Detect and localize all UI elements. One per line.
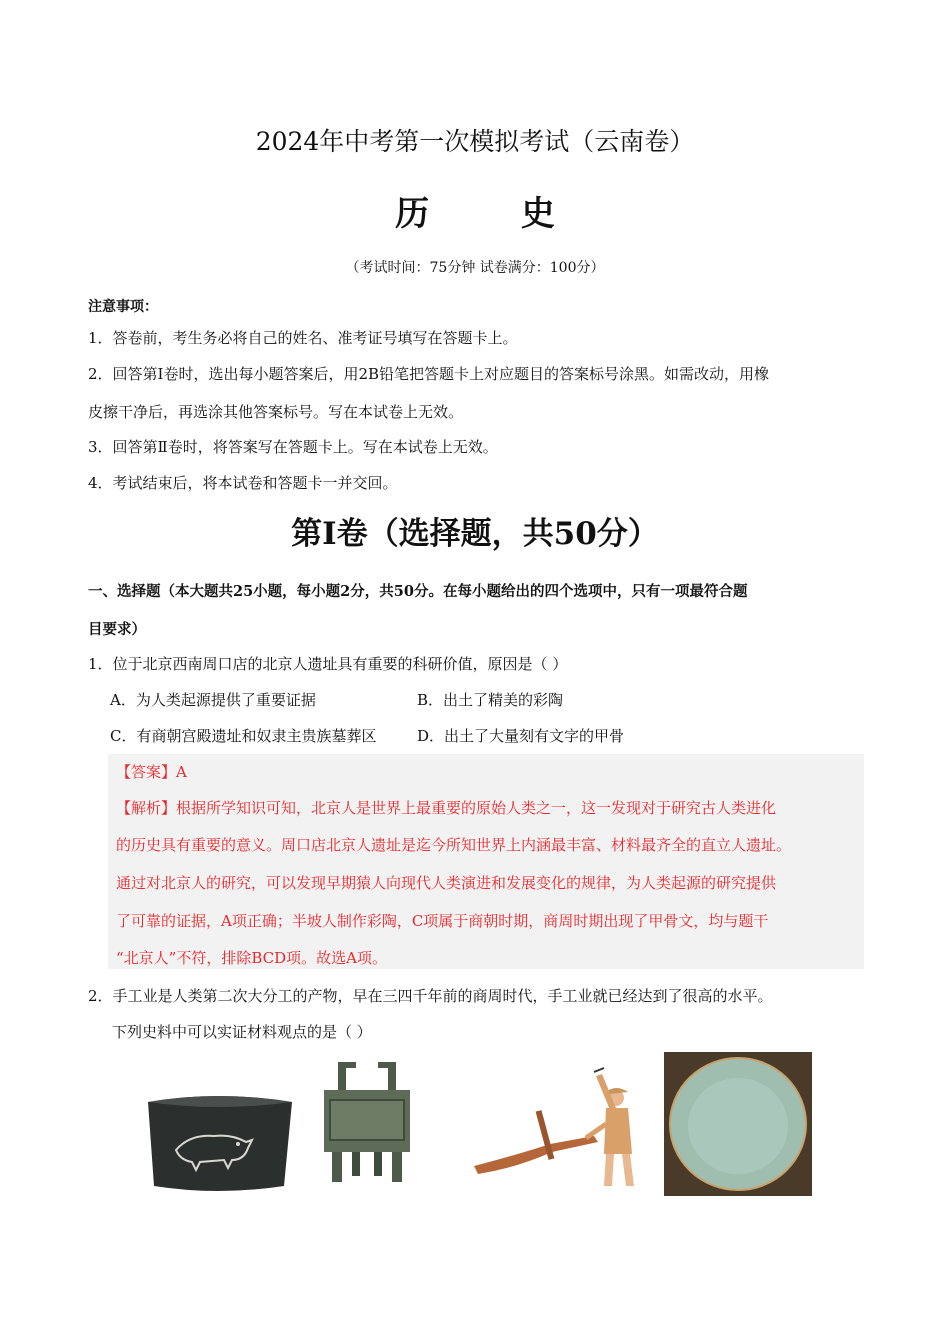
q1-answer: 【答案】A [116,763,187,781]
part-instructions-cont: 目要求） [88,621,146,638]
question-1-stem: 1．位于北京西南周口店的北京人遗址具有重要的科研价值，原因是（ ） [88,655,568,673]
q1-analysis-line: 的历史具有重要的意义。周口店北京人遗址是迄今所知世界上内涵最丰富、材料最齐全的直立人遗址。 [116,836,792,854]
section-title: 第I卷（选择题，共50分） [291,516,659,552]
question-2-stem-cont: 下列史料中可以实证材料观点的是（ ） [112,1023,372,1041]
farmer-plough-image [474,1068,634,1186]
notice-item: 皮擦干净后，再选涂其他答案标号。写在本试卷上无效。 [88,403,464,421]
bronze-ding-image [324,1062,410,1182]
notice-item: 4．考试结束后，将本试卷和答题卡一并交回。 [88,474,398,492]
notice-heading: 注意事项： [88,299,158,315]
q1-option-d: D．出土了大量刻有文字的甲骨 [417,727,625,745]
notice-item: 3．回答第Ⅱ卷时，将答案写在答题卡上。写在本试卷上无效。 [88,438,498,456]
q1-analysis-line: 【解析】根据所学知识可知，北京人是世界上最重要的原始人类之一，这一发现对于研究古人类进化 [116,799,777,817]
q1-analysis-line: 通过对北京人的研究，可以发现早期猿人向现代人类演进和发展变化的规律，为人类起源的研究提供 [116,874,777,892]
q1-analysis-line: 了可靠的证据，A项正确；半坡人制作彩陶，C项属于商朝时期，商周时期出现了甲骨文，均与题干 [116,912,769,930]
q1-option-b: B．出土了精美的彩陶 [417,691,564,709]
answer-box [108,754,864,969]
notice-item: 1．答卷前，考生务必将自己的姓名、准考证号填写在答题卡上。 [88,329,518,347]
exam-title: 2024年中考第一次模拟考试（云南卷） [255,127,695,156]
subject-title: 历 史 [395,194,595,234]
celadon-dish-image [664,1052,812,1196]
exam-meta: （考试时间：75分钟 试卷满分：100分） [345,260,605,276]
notice-item: 2．回答第Ⅰ卷时，选出每小题答案后，用2B铅笔把答题卡上对应题目的答案标号涂黑。如需改动，用橡 [88,365,770,383]
q2-images [140,1050,820,1200]
q1-option-a: A．为人类起源提供了重要证据 [110,691,316,709]
black-pottery-bowl-image [148,1096,292,1191]
question-2-stem: 2．手工业是人类第二次大分工的产物，早在三四千年前的商周时代，手工业就已经达到了很高的水平。 [88,987,773,1005]
q1-analysis-line: “北京人”不符，排除BCD项。故选A项。 [116,949,387,967]
q1-option-c: C．有商朝宫殿遗址和奴隶主贵族墓葬区 [110,727,377,745]
part-instructions: 一、选择题（本大题共25小题，每小题2分，共50分。在每小题给出的四个选项中，只有一项最符合题 [88,583,748,600]
